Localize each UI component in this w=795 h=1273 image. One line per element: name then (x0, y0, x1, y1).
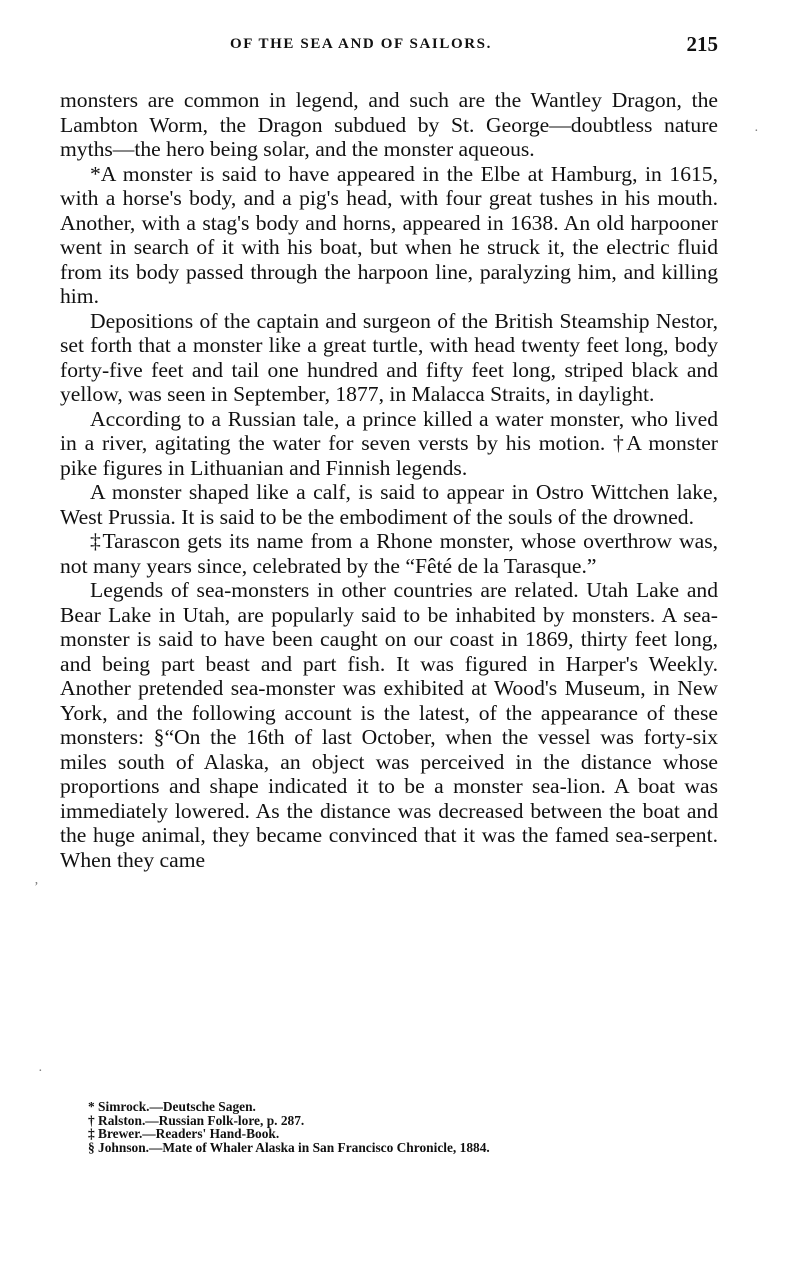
scan-speck: ʼ (34, 880, 39, 895)
footnote-1: * Simrock.—Deutsche Sagen. (88, 1099, 256, 1114)
running-title: OF THE SEA AND OF SAILORS. (230, 36, 492, 52)
paragraph-5: A monster shaped like a calf, is said to appear in Ostro Wittchen lake, West Prussia. It is said to be the embodiment of the souls of the drowned. (60, 480, 718, 529)
footnote-2: † Ralston.—Russian Folk-lore, p. 287. (88, 1112, 305, 1128)
page-number: 215 (686, 32, 718, 56)
paragraph-7: Legends of sea-monsters in other countries are related. Utah Lake and Bear Lake in Utah, are popularly said to be inhabited by monsters. A sea-monster is said to have been caught on our coast in 1869, thirty feet long, and being part beast and part fish. It was figured in Harper's Weekly. Another pretended sea-monster was exhibited at Wood's Museum, in New York, and the following account is the latest, of the appearance of these monsters: §“On the 16th of last October, when the vessel was forty-six miles south of Alaska, an object was perceived in the distance whose proportions and shape indicated it to be a monster sea-lion. A boat was immediately lowered. As the distance was decreased between the boat and the huge animal, they became convinced that it was the famed sea-serpent. When they came (60, 578, 718, 872)
scan-speck: · (38, 1064, 43, 1079)
footnote-3: ‡ Brewer.—Readers' Hand-Book. (88, 1126, 280, 1141)
paragraph-1: monsters are common in legend, and such are the Wantley Dragon, the Lambton Worm, the Dragon subdued by St. George—doubtless nature myths—the hero being solar, and the monster aqueous. (60, 88, 718, 161)
running-header (60, 32, 720, 60)
footnote-4: § Johnson.—Mate of Whaler Alaska in San Francisco Chronicle, 1884. (88, 1139, 490, 1155)
paragraph-4: According to a Russian tale, a prince killed a water monster, who lived in a river, agitating the water for seven versts by his motion. †A monster pike figures in Lithuanian and Finnish legends. (60, 406, 718, 480)
footnotes (88, 1100, 708, 1154)
scan-speck: · (754, 124, 759, 139)
body-text (60, 88, 718, 872)
paragraph-6: ‡Tarascon gets its name from a Rhone monster, whose overthrow was, not many years since, celebrated by the “Fêté de la Tarasque.” (60, 529, 718, 578)
paragraph-2: *A monster is said to have appeared in the Elbe at Hamburg, in 1615, with a horse's body, and a pig's head, with four great tushes in his mouth. Another, with a stag's body and horns, appeared in 1638. An old harpooner went in search of it with his boat, but when he struck it, the electric fluid from its body passed through the harpoon line, paralyzing him, and killing him. (60, 161, 718, 308)
paragraph-3: Depositions of the captain and surgeon of the British Steamship Nestor, set forth that a monster like a great turtle, with head twenty feet long, body forty-five feet and tail one hundred and fifty feet long, striped black and yellow, was seen in September, 1877, in Malacca Straits, in daylight. (60, 308, 718, 406)
